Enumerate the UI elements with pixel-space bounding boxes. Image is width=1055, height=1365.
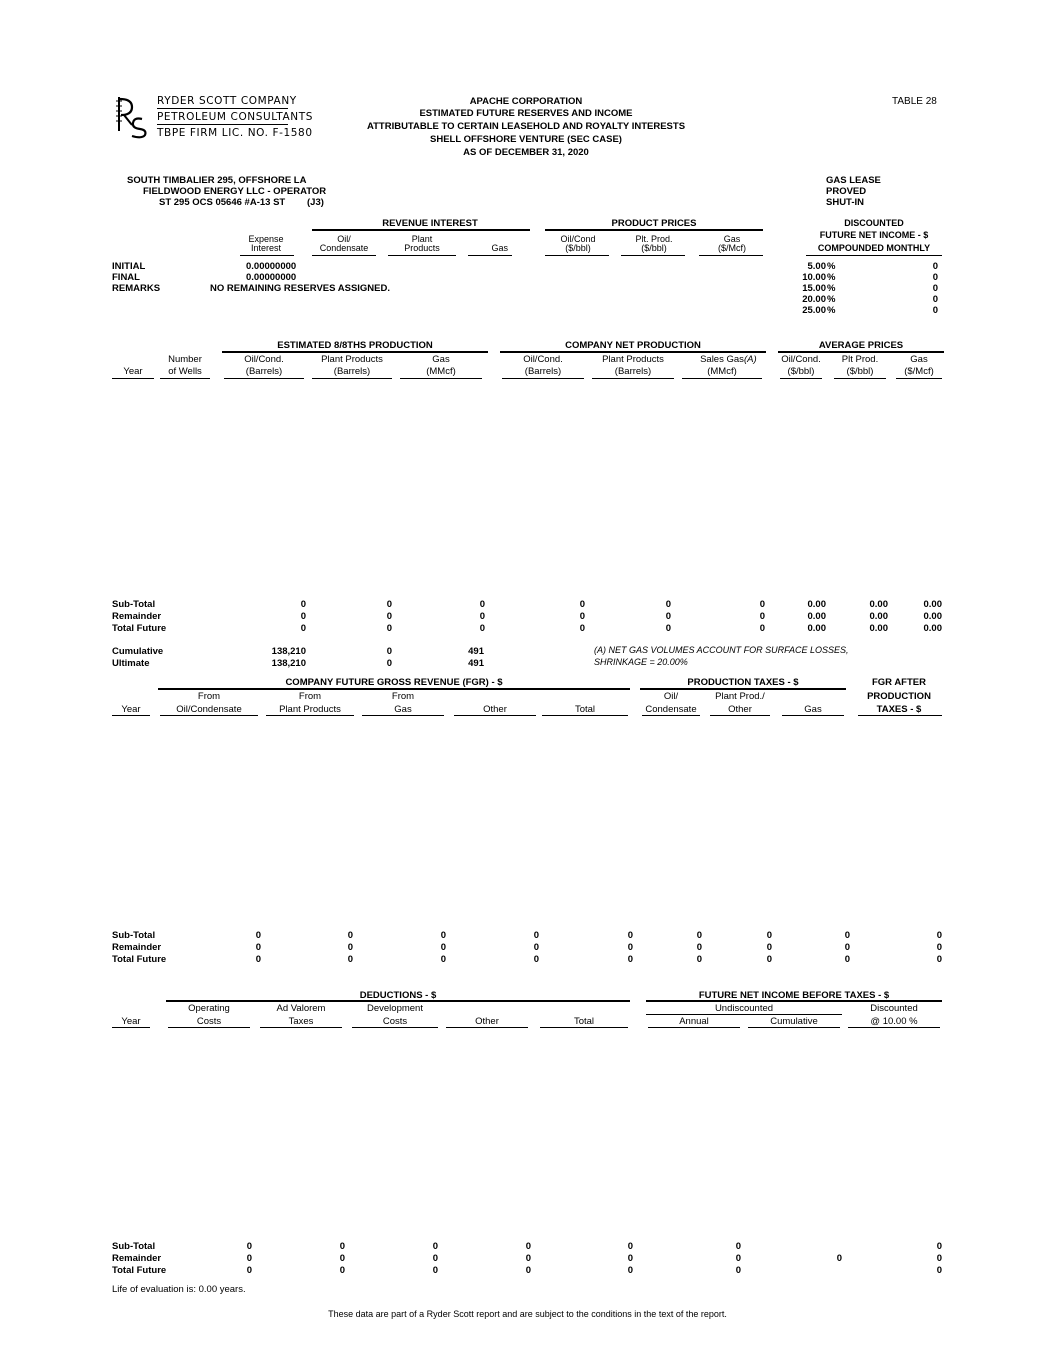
gas-volume-note-2: SHRINKAGE = 20.00% — [594, 657, 688, 667]
col-price-gas: Gas — [723, 234, 741, 244]
cumulative-gas: 491 — [468, 646, 484, 657]
percent-sign: % — [827, 272, 836, 283]
total-row-value: 0 — [627, 930, 633, 941]
total-row-value: 0 — [936, 1241, 942, 1252]
discount-rate: 20.00 — [802, 294, 826, 305]
total-row-value: 0 — [300, 599, 306, 610]
column-header: Plant Products — [602, 354, 664, 365]
column-header: @ 10.00 % — [870, 1016, 918, 1027]
table-number: TABLE 28 — [892, 96, 937, 107]
total-row-value: 0 — [246, 1265, 252, 1276]
col-price-oil: Oil/Cond — [560, 234, 596, 244]
total-row-label: Sub-Total — [112, 1241, 156, 1252]
group-fgr-after-1: FGR AFTER — [871, 677, 926, 688]
total-row-label: Remainder — [112, 611, 162, 622]
report-disclaimer: These data are part of a Ryder Scott report and are subject to the conditions in the text of the report. — [328, 1309, 727, 1319]
total-row-value: 0 — [525, 1253, 531, 1264]
total-row-value: 0 — [300, 611, 306, 622]
ultimate-gas: 491 — [468, 658, 484, 669]
total-row-value: 0 — [255, 942, 261, 953]
column-header: of Wells — [168, 366, 202, 377]
column-header: ($/bbl) — [846, 366, 874, 377]
total-row-value: 0 — [766, 954, 772, 965]
lease-code: (J3) — [307, 197, 324, 208]
total-row-value: 0 — [579, 623, 585, 634]
total-row-value: 0.00 — [807, 599, 826, 610]
total-row-value: 0 — [627, 954, 633, 965]
total-row-value: 0 — [696, 942, 702, 953]
well-status: SHUT-IN — [826, 197, 864, 208]
total-row-value: 0.00 — [923, 599, 942, 610]
report-title-5: AS OF DECEMBER 31, 2020 — [463, 147, 589, 158]
total-row-value: 0 — [665, 623, 671, 634]
percent-sign: % — [827, 283, 836, 294]
column-header: (Barrels) — [614, 366, 652, 377]
total-row-value: 0 — [386, 611, 392, 622]
column-header: Gas — [804, 704, 822, 715]
total-row-value: 0 — [255, 954, 261, 965]
total-row-value: 0 — [665, 599, 671, 610]
total-row-value: 0 — [347, 954, 353, 965]
total-row-value: 0 — [735, 1265, 741, 1276]
discounted-sub2: COMPOUNDED MONTHLY — [817, 243, 931, 253]
lease-field: SOUTH TIMBALIER 295, OFFSHORE LA — [127, 175, 307, 186]
group-fgr-after-3: TAXES - $ — [876, 704, 922, 715]
column-header: Gas — [432, 354, 450, 365]
total-row-value: 0 — [627, 1265, 633, 1276]
column-header: Other — [483, 704, 507, 715]
total-row-value: 0.00 — [869, 623, 888, 634]
total-row-value: 0 — [533, 930, 539, 941]
column-header: Oil/Cond. — [523, 354, 563, 365]
discounted-title: DISCOUNTED — [844, 218, 904, 228]
cumulative-label: Cumulative — [112, 646, 164, 657]
remarks-value: NO REMAINING RESERVES ASSIGNED. — [210, 283, 391, 294]
total-row-value: 0.00 — [807, 623, 826, 634]
total-row-value: 0 — [339, 1265, 345, 1276]
total-row-value: 0 — [255, 930, 261, 941]
column-header: Development — [367, 1003, 423, 1014]
gas-volume-note-1: (A) NET GAS VOLUMES ACCOUNT FOR SURFACE LOSSES, — [594, 645, 849, 655]
column-header: From — [391, 691, 415, 702]
column-header: Gas — [910, 354, 928, 365]
total-row-value: 0.00 — [869, 611, 888, 622]
discounted-label: Discounted — [870, 1003, 918, 1014]
total-row-value: 0 — [533, 954, 539, 965]
column-header: Year — [121, 1016, 141, 1027]
column-header: Oil/Cond. — [244, 354, 284, 365]
logo-line-3: TBPE FIRM LIC. NO. F-1580 — [157, 127, 313, 139]
product-prices-title: PRODUCT PRICES — [611, 218, 697, 229]
group-gross-revenue: COMPANY FUTURE GROSS REVENUE (FGR) - $ — [285, 677, 503, 688]
column-header: Total — [574, 704, 596, 715]
column-header: (MMcf) — [426, 366, 456, 377]
col-price-oil-2: ($/bbl) — [565, 243, 591, 253]
discounted-sub1: FUTURE NET INCOME - $ — [819, 230, 929, 240]
total-row-value: 0 — [936, 1265, 942, 1276]
discounted-value: 0 — [932, 272, 938, 283]
group-production-taxes: PRODUCTION TAXES - $ — [687, 677, 799, 688]
column-header: Total — [573, 1016, 595, 1027]
initial-value: 0.00000000 — [246, 261, 297, 272]
col-expense-interest-2: Interest — [250, 243, 281, 253]
total-row-value: 0 — [300, 623, 306, 634]
total-row-value: 0 — [665, 611, 671, 622]
percent-sign: % — [827, 294, 836, 305]
discounted-value: 0 — [932, 294, 938, 305]
total-row-value: 0 — [347, 942, 353, 953]
discount-rate: 25.00 — [802, 305, 826, 316]
col-plant-products: Plant — [411, 234, 433, 244]
column-header: (MMcf) — [707, 366, 737, 377]
revenue-interest-title: REVENUE INTEREST — [382, 218, 478, 229]
total-row-value: 0 — [579, 611, 585, 622]
column-header: Costs — [382, 1016, 408, 1027]
column-header: Year — [121, 704, 141, 715]
total-row-value: 0 — [347, 930, 353, 941]
total-row-label: Total Future — [112, 623, 167, 634]
discounted-value: 0 — [932, 261, 938, 272]
total-row-label: Remainder — [112, 1253, 162, 1264]
column-header: Oil/ — [663, 691, 679, 702]
group-future-net-income: FUTURE NET INCOME BEFORE TAXES - $ — [698, 990, 890, 1001]
report-title-3: ATTRIBUTABLE TO CERTAIN LEASEHOLD AND ROYALTY INTERESTS — [366, 121, 686, 132]
total-row-value: 0 — [627, 1241, 633, 1252]
total-row-value: 0 — [246, 1241, 252, 1252]
report-title-1: APACHE CORPORATION — [469, 96, 583, 107]
discount-rate: 5.00 — [807, 261, 826, 272]
total-row-value: 0 — [525, 1241, 531, 1252]
cumulative-oil: 138,210 — [271, 646, 306, 657]
total-row-value: 0 — [936, 930, 942, 941]
group-8-8ths-production: ESTIMATED 8/8THS PRODUCTION — [277, 340, 433, 351]
group-company-net-production: COMPANY NET PRODUCTION — [565, 340, 701, 351]
column-header: Plant Products — [279, 704, 341, 715]
total-row-value: 0 — [533, 942, 539, 953]
column-header: Gas — [394, 704, 412, 715]
total-row-value: 0 — [440, 942, 446, 953]
total-row-value: 0 — [479, 599, 485, 610]
total-row-value: 0 — [696, 954, 702, 965]
total-row-value: 0 — [525, 1265, 531, 1276]
total-row-value: 0.00 — [923, 623, 942, 634]
percent-sign: % — [827, 305, 836, 316]
lease-well: ST 295 OCS 05646 #A-13 ST — [159, 197, 286, 208]
total-row-label: Remainder — [112, 942, 162, 953]
total-row-value: 0 — [844, 954, 850, 965]
total-row-value: 0 — [246, 1253, 252, 1264]
total-row-value: 0 — [386, 623, 392, 634]
column-header: Sales Gas — [700, 354, 744, 365]
column-header: (Barrels) — [245, 366, 283, 377]
total-row-value: 0 — [440, 954, 446, 965]
column-header: Costs — [196, 1016, 222, 1027]
report-title-4: SHELL OFFSHORE VENTURE (SEC CASE) — [430, 134, 622, 145]
total-row-value: 0 — [844, 930, 850, 941]
column-header: Number — [168, 354, 202, 365]
total-row-value: 0 — [627, 1253, 633, 1264]
total-row-value: 0 — [844, 942, 850, 953]
total-row-value: 0 — [432, 1265, 438, 1276]
total-row-value: 0 — [936, 942, 942, 953]
column-header: (Barrels) — [524, 366, 562, 377]
total-row-value: 0 — [735, 1253, 741, 1264]
undiscounted-label: Undiscounted — [714, 1003, 774, 1014]
total-row-label: Sub-Total — [112, 930, 156, 941]
total-row-value: 0.00 — [869, 599, 888, 610]
total-row-value: 0 — [440, 930, 446, 941]
col-expense-interest: Expense — [248, 234, 284, 244]
discounted-value: 0 — [932, 283, 938, 294]
group-deductions: DEDUCTIONS - $ — [359, 990, 437, 1001]
column-header: Annual — [679, 1016, 709, 1027]
column-header: Plant Products — [321, 354, 383, 365]
total-row-value: 0 — [339, 1241, 345, 1252]
discount-rate: 10.00 — [802, 272, 826, 283]
column-header: Cumulative — [770, 1016, 818, 1027]
column-header: (Barrels) — [333, 366, 371, 377]
column-header: Plant Prod./ — [715, 691, 765, 702]
col-price-plant-2: ($/bbl) — [641, 243, 667, 253]
total-row-value: 0 — [696, 930, 702, 941]
remarks-label: REMARKS — [112, 283, 161, 294]
lease-type: GAS LEASE — [826, 175, 881, 186]
rs-monogram-icon — [112, 95, 152, 139]
discounted-value: 0 — [932, 305, 938, 316]
column-header: ($/bbl) — [787, 366, 815, 377]
column-header: Oil/Cond. — [781, 354, 821, 365]
total-row-value: 0 — [766, 930, 772, 941]
total-row-value: 0 — [479, 611, 485, 622]
total-row-value: 0 — [479, 623, 485, 634]
footnote-marker: (A) — [744, 354, 757, 365]
total-row-value: 0.00 — [807, 611, 826, 622]
column-header: Plt Prod. — [841, 354, 879, 365]
column-header: Ad Valorem — [276, 1003, 326, 1014]
total-row-value: 0 — [386, 599, 392, 610]
column-header: Other — [475, 1016, 499, 1027]
total-row-value: 0 — [432, 1253, 438, 1264]
cumulative-plant: 0 — [386, 646, 392, 657]
total-row-label: Sub-Total — [112, 599, 156, 610]
total-row-label: Total Future — [112, 954, 167, 965]
total-row-value: 0 — [735, 1241, 741, 1252]
initial-label: INITIAL — [112, 261, 146, 272]
ultimate-plant: 0 — [386, 658, 392, 669]
ultimate-oil: 138,210 — [271, 658, 306, 669]
lease-operator: FIELDWOOD ENERGY LLC - OPERATOR — [143, 186, 327, 197]
logo-line-1: RYDER SCOTT COMPANY — [157, 95, 297, 107]
column-header: ($/Mcf) — [904, 366, 934, 377]
col-plant-products-2: Products — [404, 243, 440, 253]
final-label: FINAL — [112, 272, 140, 283]
final-value: 0.00000000 — [246, 272, 297, 283]
life-of-evaluation: Life of evaluation is: 0.00 years. — [112, 1284, 246, 1295]
report-title-2: ESTIMATED FUTURE RESERVES AND INCOME — [419, 108, 633, 119]
group-fgr-after-2: PRODUCTION — [867, 691, 931, 702]
column-header: Operating — [188, 1003, 230, 1014]
total-row-value: 0 — [432, 1241, 438, 1252]
column-header: From — [298, 691, 322, 702]
total-row-value: 0 — [759, 623, 765, 634]
total-row-label: Total Future — [112, 1265, 167, 1276]
col-price-gas-2: ($/Mcf) — [718, 243, 746, 253]
group-average-prices: AVERAGE PRICES — [818, 340, 904, 351]
col-price-plant: Plt. Prod. — [635, 234, 673, 244]
total-row-value: 0 — [936, 954, 942, 965]
total-row-value: 0 — [579, 599, 585, 610]
logo-line-2: PETROLEUM CONSULTANTS — [157, 111, 314, 123]
col-gas: Gas — [491, 243, 508, 253]
percent-sign: % — [827, 261, 836, 272]
total-row-value: 0 — [339, 1253, 345, 1264]
total-row-value: 0 — [759, 611, 765, 622]
total-row-value: 0.00 — [923, 611, 942, 622]
total-row-value: 0 — [627, 942, 633, 953]
column-header: Oil/Condensate — [176, 704, 242, 715]
ultimate-label: Ultimate — [112, 658, 150, 669]
column-header: Condensate — [645, 704, 697, 715]
col-oil-condensate: Oil/ — [337, 234, 351, 244]
reserve-category: PROVED — [826, 186, 867, 197]
column-header: Year — [123, 366, 143, 377]
column-header: Taxes — [288, 1016, 314, 1027]
column-header: Other — [728, 704, 752, 715]
total-row-value: 0 — [836, 1253, 842, 1264]
col-oil-condensate-2: Condensate — [319, 243, 369, 253]
total-row-value: 0 — [766, 942, 772, 953]
column-header: From — [197, 691, 221, 702]
total-row-value: 0 — [759, 599, 765, 610]
total-row-value: 0 — [936, 1253, 942, 1264]
discount-rate: 15.00 — [802, 283, 826, 294]
